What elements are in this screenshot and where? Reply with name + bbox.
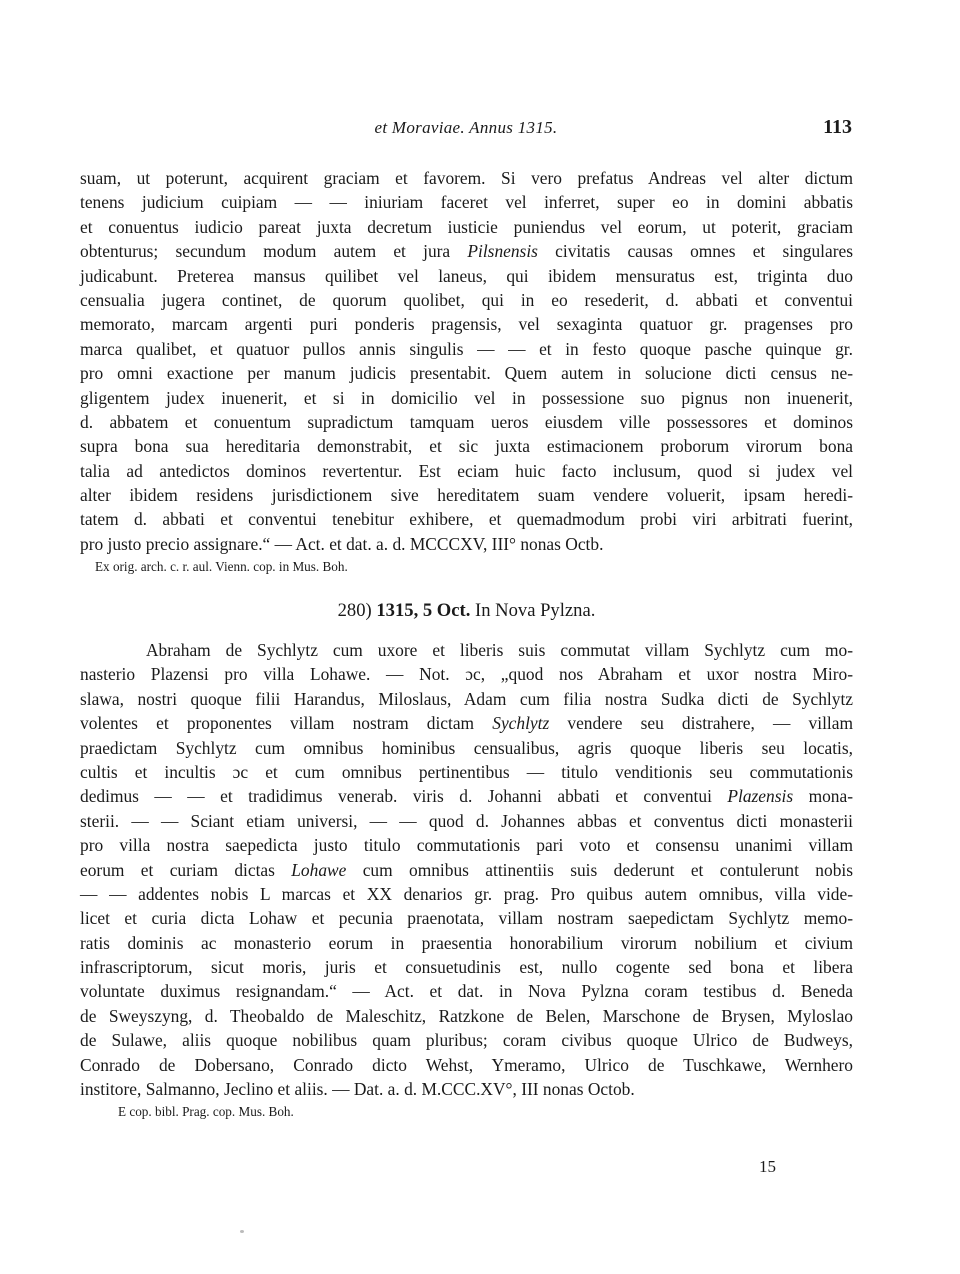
text-line: institore, Salmanno, Jeclino et aliis. — Dat. a. d. M.CCC.XV°, III nonas Octob.	[80, 1079, 635, 1100]
text-line: alter ibidem residens jurisdictionem sive hereditatem suam vendere voluerit, ipsam heredi-	[80, 485, 853, 506]
text-line: — — addentes nobis L marcas et XX denarios gr. prag. Pro quibus autem omnibus, villa vide-	[80, 883, 853, 904]
italic-place-name: Pilsnensis	[467, 241, 538, 262]
text-line: censualia jugera continet, de quorum quolibet, qui in eo resederit, d. abbati et conventui	[80, 289, 853, 310]
text-line: supra bona sua hereditaria demonstrabit, et sic juxta estimacionem proborum virorum bona	[80, 436, 853, 457]
text-line: pro villa nostra saepedicta justo titulo commutationis pari voto et consensu unanimi villam	[80, 835, 853, 856]
text-line: pro omni exactione per manum judicis presentabit. Quem autem in solucione dicti census ne-	[80, 363, 853, 384]
page-speck	[240, 1230, 244, 1233]
italic-place-name: Plazensis	[727, 786, 794, 807]
text-line: voluntate duximus resignandam.“ — Act. et dat. in Nova Pylzna coram testibus d. Beneda	[80, 981, 853, 1002]
document-number: 280)	[337, 600, 372, 621]
text-segment: volentes et proponentes villam nostram dictam	[80, 713, 493, 734]
text-line: suam, ut poterunt, acquirent graciam et favorem. Si vero prefatus Andreas vel alter dictum	[80, 168, 853, 188]
text-line: talia ad antedictos dominos revertentur. Est eciam huic facto inclusum, quod si judex vel	[80, 460, 853, 481]
text-line: et conuentus iudicio pareat juxta decretum iusticie puniendus vel eorum, ut poterit, graciam	[80, 216, 853, 237]
text-line: de Sweyszyng, d. Theobaldo de Maleschitz, Ratzkone de Belen, Marschone de Brysen, Myloslao	[80, 1005, 853, 1026]
text-segment: dedimus — — et tradidimus venerab. viris d. Johanni abbati et conventui	[80, 786, 728, 807]
text-line: sterii. — — Sciant etiam universi, — — quod d. Johannes abbas et conventus dicti monasterii	[80, 810, 853, 831]
text-segment: cum omnibus attinentiis suis dederunt et contulerunt nobis	[346, 859, 853, 880]
italic-place-name: Sychlytz	[492, 713, 550, 734]
document-date: 1315, 5 Oct.	[376, 600, 471, 621]
text-segment: civitatis causas omnes et singulares	[537, 241, 853, 262]
document-place: In Nova Pylzna.	[475, 600, 596, 621]
text-line: judicabunt. Preterea mansus quilibet vel laneus, qui ibidem mensuratus est, triginta duo	[80, 265, 853, 286]
text-line: cultis et incultis ɔc et cum omnibus pertinentibus — titulo venditionis seu commutationis	[80, 761, 853, 782]
running-head: et Moraviae. Annus 1315.	[374, 118, 558, 137]
text-line: de Sulawe, aliis quoque nobilibus quam pluribus; coram civibus quoque Ulrico de Budweys,	[80, 1030, 853, 1051]
text-line	[80, 239, 853, 263]
text-line: Conrado de Dobersano, Conrado dicto Wehst, Ymeramo, Ulrico de Tuschkawe, Wernhero	[80, 1054, 853, 1075]
text-segment: eorum et curiam dictas	[80, 859, 292, 880]
text-line: Abraham de Sychlytz cum uxore et liberis suis commutat villam Sychlytz cum mo-	[146, 640, 853, 660]
text-segment: mona-	[793, 786, 853, 807]
text-line: pro justo precio assignare.“ — Act. et dat. a. d. MCCCXV, III° nonas Octb.	[80, 533, 604, 554]
source-note: Ex orig. arch. c. r. aul. Vienn. cop. in Mus. Boh.	[95, 559, 348, 575]
text-line: marca qualibet, et quatuor pullos annis singulis — — et in festo quoque pasche quinque gr.	[80, 338, 853, 359]
text-segment: obtenturus; secundum modum autem et jura	[80, 241, 468, 262]
italic-place-name: Lohawe	[291, 859, 347, 880]
text-line: tenens judicium cuipiam — — iniuriam faceret vel inferret, super eo in domini abbatis	[80, 192, 853, 213]
text-line: tatem d. abbati et conventui tenebitur exhibere, et quemadmodum probi viri arbitrati fuerint,	[80, 509, 853, 530]
source-note: E cop. bibl. Prag. cop. Mus. Boh.	[118, 1104, 294, 1120]
text-line	[80, 858, 853, 882]
text-line: praedictam Sychlytz cum omnibus hominibus censualibus, agris quoque liberis seu locatis,	[80, 737, 853, 758]
text-line: licet et curia dicta Lohaw et pecunia praenotata, villam nostram saepedictam Sychlytz memo-	[80, 908, 853, 929]
signature-mark: 15	[759, 1157, 776, 1176]
text-line: d. abbatem et conuentum supradictum tamquam ueros eiusdem ville possessores et dominos	[80, 411, 853, 432]
text-line	[80, 784, 853, 808]
text-line: nasterio Plazensi pro villa Lohawe. — Not. ɔc, „quod nos Abraham et uxor nostra Miro-	[80, 664, 853, 685]
page-header	[80, 118, 852, 148]
text-line	[80, 711, 853, 735]
document-279-conclusion	[80, 166, 853, 578]
text-line: gligentem judex inuenerit, et si in domicilio vel in possessione suo pignus non inuenerit,	[80, 387, 853, 408]
page-number: 113	[823, 116, 852, 138]
text-line: slawa, nostri quoque filii Harandus, Miloslaus, Adam cum filia nostra Sudka dicti de Sychlytz	[80, 688, 853, 709]
text-line: memorato, marcam argenti puri ponderis pragensis, vel sexaginta quatuor gr. pragenses pro	[80, 314, 853, 335]
text-line: ratis dominis ac monasterio eorum in praesentia honorabilium virorum nobilium et civium	[80, 932, 853, 953]
document-280-heading	[80, 598, 853, 624]
text-segment: vendere seu distrahere, — villam	[549, 713, 853, 734]
text-line: infrascriptorum, sicut moris, juris et consuetudinis est, nullo cogente sed bona et libera	[80, 957, 853, 978]
document-280-text	[80, 638, 853, 1123]
